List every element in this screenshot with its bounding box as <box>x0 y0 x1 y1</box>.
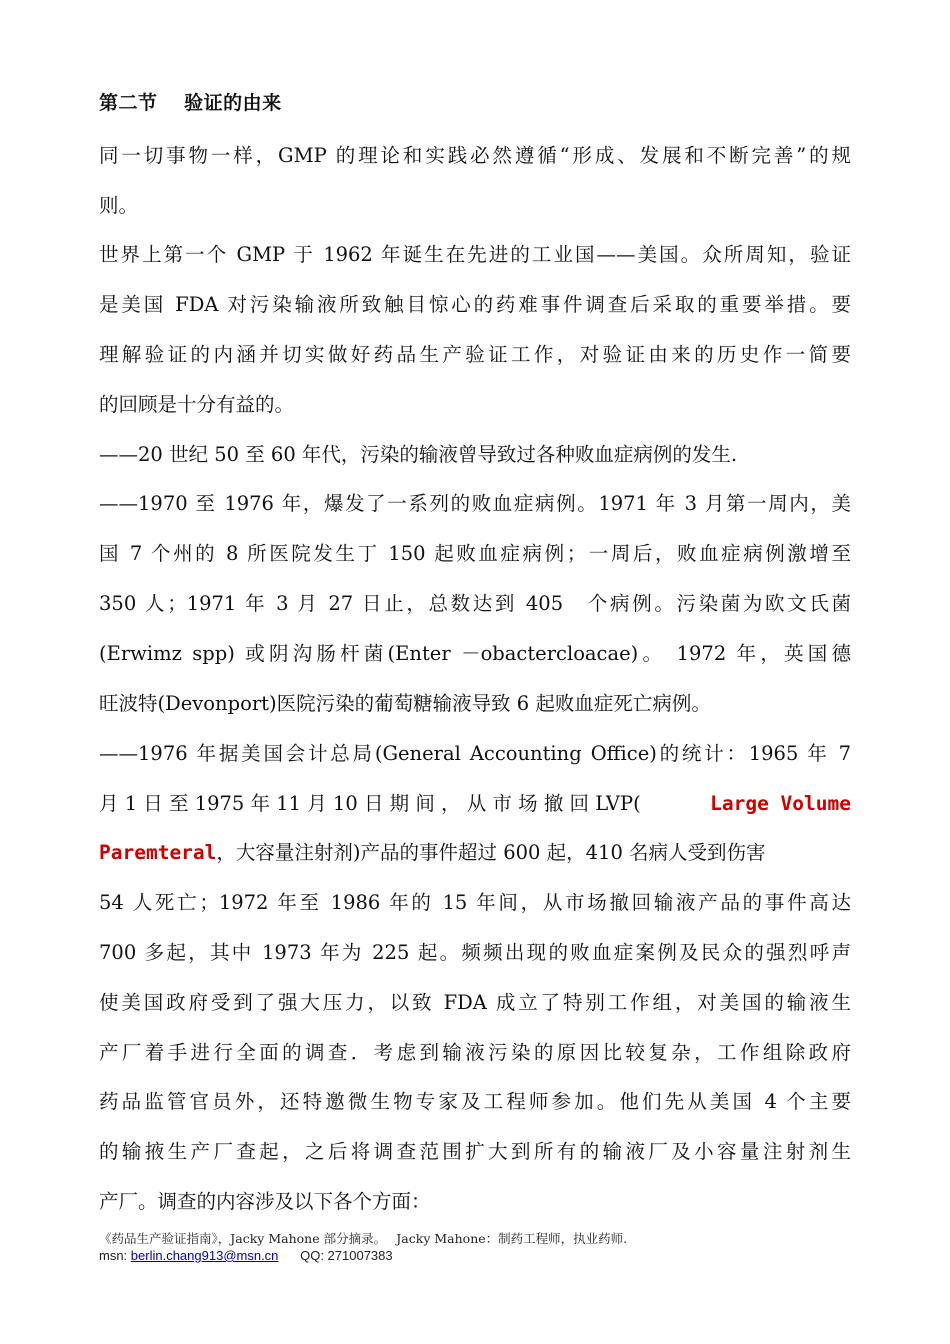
paragraph-line: 药品监管官员外，还特邀微生物专家及工程师参加。他们先从美国 4 个主要 <box>99 1090 851 1113</box>
highlighted-term: Large Volume <box>710 792 851 815</box>
paragraph-line: 的回顾是十分有益的。 <box>99 393 295 416</box>
paragraph-line: 理解验证的内涵并切实做好药品生产验证工作，对验证由来的历史作一简要 <box>99 343 851 366</box>
spacer <box>278 1248 300 1263</box>
paragraph-line: 国 7 个州的 8 所医院发生丁 150 起败血症病例；一周后，败血症病例激增至 <box>99 542 851 565</box>
paragraph-line: 350 人；1971 年 3 月 27 日止，总数达到 405 个病例。污染菌为欧文氏菌 <box>99 592 851 615</box>
footer-contact <box>99 1248 393 1263</box>
paragraph-line: ——1970 至 1976 年，爆发了一系列的败血症病例。1971 年 3 月第一周内，美 <box>99 492 851 515</box>
line-text: 月 1 日 至 1975 年 11 月 10 日 期 间 ， 从 市 场 撤 回 LVP( <box>99 792 641 815</box>
paragraph-line <box>99 790 851 818</box>
qq-number: QQ: 271007383 <box>300 1248 393 1263</box>
msn-label: msn: <box>99 1248 131 1263</box>
email-link[interactable]: berlin.chang913@msn.cn <box>130 1248 279 1263</box>
highlighted-term: Paremteral <box>99 841 217 864</box>
paragraph-line: 使美国政府受到了强大压力，以致 FDA 成立了特别工作组，对美国的输液生 <box>99 991 851 1014</box>
paragraph-line: 的输掖生产厂查起，之后将调查范围扩大到所有的输液厂及小容量注射剂生 <box>99 1140 851 1163</box>
paragraph-line: 700 多起，其中 1973 年为 225 起。频频出现的败血症案例及民众的强烈呼声 <box>99 941 851 964</box>
paragraph-line: 产厂。调查的内容涉及以下各个方面： <box>99 1190 431 1213</box>
paragraph-line: 旺波特(Devonport)医院污染的葡萄糖输液导致 6 起败血症死亡病例。 <box>99 692 711 715</box>
paragraph-line: (Erwimz spp) 或阴沟肠杆菌(Enter －obactercloacae)。 1972 年，英国德 <box>99 642 851 665</box>
paragraph-line: 则。 <box>99 194 139 217</box>
footer-source: 《药品生产验证指南》，Jacky Mahone 部分摘录。 Jacky Mahone：制药工程师，执业药师. <box>99 1231 628 1246</box>
paragraph-line: 世界上第一个 GMP 于 1962 年诞生在先进的工业国——美国。众所周知，验证 <box>99 243 851 266</box>
paragraph-line: 54 人死亡；1972 年至 1986 年的 15 年间，从市场撤回输液产品的事件高达 <box>99 891 851 914</box>
paragraph-line: 是美国 FDA 对污染输液所致触目惊心的药难事件调查后采取的重要举措。要 <box>99 293 851 316</box>
section-heading: 第二节 验证的由来 <box>99 92 282 114</box>
paragraph-line: ——1976 年据美国会计总局(General Accounting Office)的统计：1965 年 7 <box>99 742 851 765</box>
paragraph-line <box>99 839 851 867</box>
paragraph-line: ——20 世纪 50 至 60 年代，污染的输液曾导致过各种败血症病例的发生. <box>99 443 738 466</box>
paragraph-line: 产厂着手进行全面的调查．考虑到输液污染的原因比较复杂，工作组除政府 <box>99 1041 851 1064</box>
line-text: ，大容量注射剂)产品的事件超过 600 起，410 名病人受到伤害 <box>216 841 766 864</box>
paragraph-line: 同一切事物一样，GMP 的理论和实践必然遵循“形成、发展和不断完善”的规 <box>99 144 851 167</box>
